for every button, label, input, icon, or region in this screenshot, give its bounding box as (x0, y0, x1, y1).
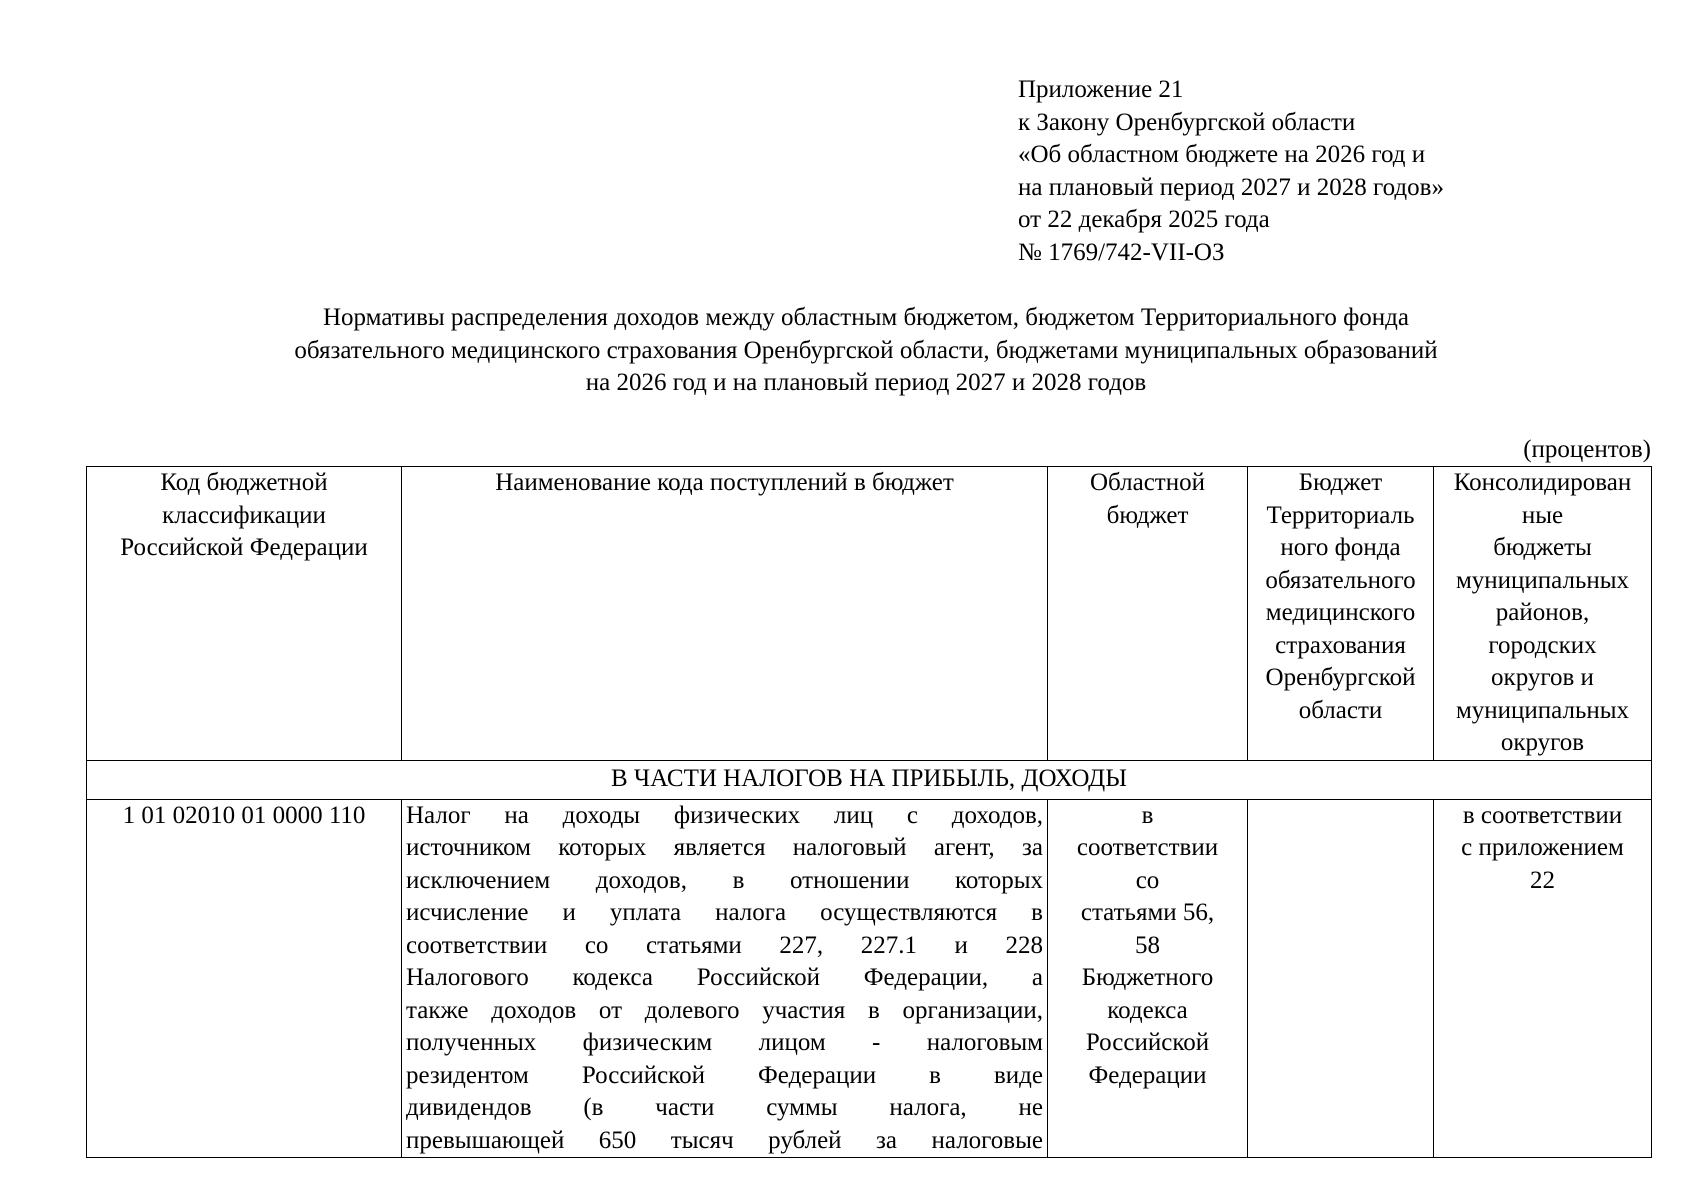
title-line: на 2026 год и на плановый период 2027 и 2028 годов (585, 369, 1147, 396)
appendix-reference (1018, 74, 1444, 269)
section-row (87, 760, 1652, 799)
appendix-line: от 22 декабря 2025 года (1018, 206, 1270, 233)
title-line: Нормативы распределения доходов между областным бюджетом, бюджетом Территориального фонда (323, 304, 1409, 331)
units-label: (процентов) (1523, 436, 1651, 463)
table-header-row (87, 467, 1652, 761)
appendix-line: «Об областном бюджете на 2026 год и (1018, 141, 1426, 168)
header-regional-budget: Областной бюджет (1048, 467, 1248, 761)
header-municipal-budgets: Консолидирован ные бюджеты муниципальных районов, городских округов и муниципальных округов (1434, 467, 1652, 761)
table-row (87, 799, 1652, 1158)
distribution-norms-table (86, 466, 1652, 1158)
row-name: Налог на доходы физических лиц с доходов, источником которых является налоговый агент, за исключением доходов, в отношении которых исчисление и уплата налога осуществляются в соответствии со статьями 227, 227.1 и 228 Налогового кодекса Российской Федерации, а также доходов от долевого участия в организации, полученных физическим лицом - налоговым резидентом Российской Федерации в виде дивидендов (в части суммы налога, не превышающей 650 тысяч рублей за налоговые (402, 799, 1048, 1158)
header-fund-budget: Бюджет Территориаль ного фонда обязательного медицинского страхования Оренбургской области (1248, 467, 1434, 761)
document-title (86, 302, 1646, 400)
appendix-line: Приложение 21 (1018, 76, 1184, 103)
header-name: Наименование кода поступлений в бюджет (402, 467, 1048, 761)
section-title: В ЧАСТИ НАЛОГОВ НА ПРИБЫЛЬ, ДОХОДЫ (87, 760, 1652, 799)
title-line: обязательного медицинского страхования Оренбургской области, бюджетами муниципальных образований (294, 336, 1438, 364)
row-regional-budget: в соответствии со статьями 56, 58 Бюджетного кодекса Российской Федерации (1048, 799, 1248, 1158)
header-code: Код бюджетной классификации Российской Федерации (87, 467, 402, 761)
row-fund-budget (1248, 799, 1434, 1158)
appendix-line: на плановый период 2027 и 2028 годов» (1018, 173, 1444, 201)
appendix-line: № 1769/742-VII-ОЗ (1018, 238, 1225, 266)
appendix-line: к Закону Оренбургской области (1018, 108, 1356, 136)
row-code: 1 01 02010 01 0000 110 (87, 799, 402, 1158)
row-municipal-budgets: в соответствии с приложением 22 (1434, 799, 1652, 1158)
